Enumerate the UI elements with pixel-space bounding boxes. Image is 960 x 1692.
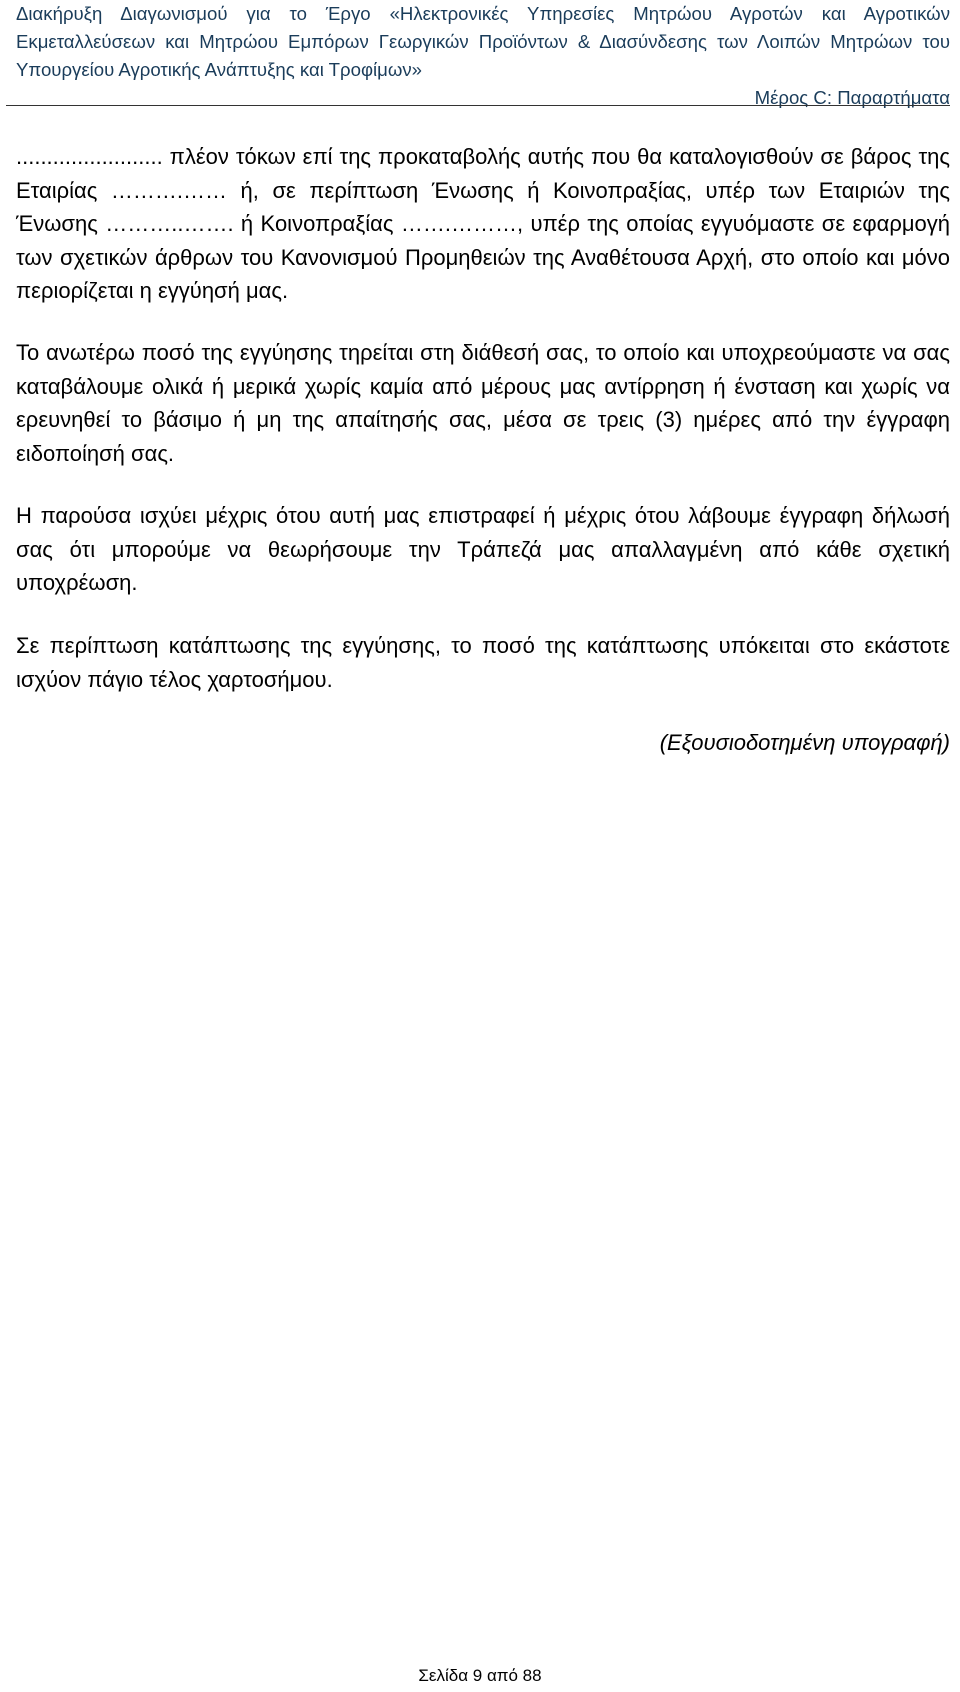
paragraph-stamp-duty: Σε περίπτωση κατάπτωσης της εγγύησης, το ποσό της κατάπτωσης υπόκειται στο εκάστοτε ισχύον πάγιο τέλος χαρτοσήμου.	[16, 633, 950, 692]
page-header	[16, 0, 950, 112]
paragraph-guarantee-interest: ........................ πλέον τόκων επί της προκαταβολής αυτής που θα καταλογισθούν σε βάρος της Εταιρίας ……….…… ή, σε περίπτωση Ένωσης ή Κοινοπραξίας, υπέρ των Εταιριών της Ένωσης ………..……. ή Κοινοπραξίας …….………, υπέρ της οποίας εγγυόμαστε σε εφαρμογή των σχετικών άρθρων του Κανονισμού Προμηθειών της Αναθέτουσα Αρχή, στο οποίο και μόνο περιορίζεται η εγγύησή μας.	[16, 144, 950, 303]
document-title: Διακήρυξη Διαγωνισμού για το Έργο «Ηλεκτρονικές Υπηρεσίες Μητρώου Αγροτών και Αγροτικών Εκμεταλλεύσεων και Μητρώου Εμπόρων Γεωργικών Προϊόντων & Διασύνδεσης των Λοιπών Μητρώων του Υπουργείου Αγροτικής Ανάπτυξης και Τροφίμων»	[16, 3, 950, 80]
header-divider	[6, 105, 950, 106]
page-number: Σελίδα 9 από 88	[418, 1666, 542, 1685]
paragraph-guarantee-amount: Το ανωτέρω ποσό της εγγύησης τηρείται στη διάθεσή σας, το οποίο και υποχρεούμαστε να σας καταβάλουμε ολικά ή μερικά χωρίς καμία από μέρους μας αντίρρηση ή ένσταση και χωρίς να ερευνηθεί το βάσιμο ή μη της απαίτησής σας, μέσα σε τρεις (3) ημέρες από την έγγραφη ειδοποίησή σας.	[16, 340, 950, 466]
paragraph-validity: Η παρούσα ισχύει μέχρις ότου αυτή μας επιστραφεί ή μέχρις ότου λάβουμε έγγραφη δήλωσή σας ότι μπορούμε να θεωρήσουμε την Τράπεζά μας απαλλαγμένη από κάθε σχετική υποχρέωση.	[16, 503, 950, 595]
authorized-signature-label: (Εξουσιοδοτημένη υπογραφή)	[659, 730, 950, 755]
section-label: Μέρος C: Παραρτήματα	[754, 87, 950, 108]
